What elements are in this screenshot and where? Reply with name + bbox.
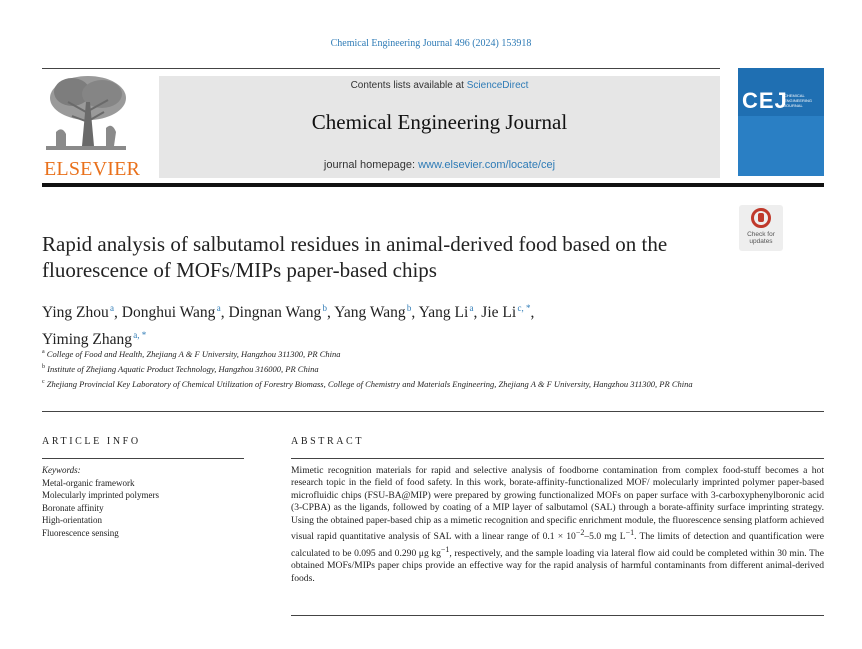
journal-title: Chemical Engineering Journal — [311, 110, 568, 134]
abstract-exponent: −2 — [575, 528, 585, 538]
affiliation-item — [42, 361, 732, 376]
author-affil-sup[interactable]: a — [469, 303, 474, 313]
homepage-link[interactable]: www.elsevier.com/locate/cej — [418, 159, 556, 171]
crossmark-icon — [751, 208, 771, 228]
journal-cover-image[interactable] — [738, 68, 824, 176]
affiliation-text: Institute of Zhejiang Aquatic Product Technology, Hangzhou 316000, PR China — [47, 364, 319, 374]
abstract-part: Mimetic recognition materials for rapid and selective analysis of foodborne contamination from complex food-stuff becomes a hot research topic in the field of food safety. In this work, borate-affinity-functionalized MOF/ molecularly imprinted polymer paper-based microfluidic chips (FSU-BA@MIP) were prepared by growing functionalized MOFs on paper surface with 3-carboxyphenylboronic acid (3-CPBA) as the ligands, followed by coating of a MIP layer of salbutamol (SAL) through a borate-affinity surface imprinting strategy. Using the obtained paper-based chip as a mimetic recognition and specific enrichment module, the fluorescence sensing platform achieved visual rapid quantitative analysis of SAL with a linear range of 0.1 × 10 — [291, 465, 824, 543]
header-bottom-rule — [42, 183, 824, 187]
elsevier-tree-icon — [42, 72, 130, 154]
keyword-item: Molecularly imprinted polymers — [42, 490, 159, 501]
keyword-item: High-orientation — [42, 515, 102, 526]
homepage-prefix: journal homepage: — [323, 159, 419, 171]
affiliation-item — [42, 376, 732, 391]
author-affil-sup[interactable]: c, * — [517, 303, 531, 313]
keyword-item: Fluorescence sensing — [42, 527, 119, 538]
journal-homepage-line — [159, 159, 720, 171]
cover-stripe — [738, 116, 824, 176]
abstract-part: –5.0 mg L — [584, 531, 626, 543]
author-name[interactable]: Donghui Wang — [121, 304, 216, 321]
affiliation-sup: a — [42, 349, 45, 355]
author-name[interactable]: Yang Wang — [334, 304, 406, 321]
affiliation-sup: b — [42, 364, 45, 370]
header-top-rule — [42, 68, 720, 69]
abstract-exponent: −1 — [440, 544, 450, 554]
contents-line — [159, 80, 720, 91]
abstract-part: , respectively, and the sample loading via lateral flow aid could be completed within 30 min. The obtained MOFs/MIPs paper chips provide an effective way for the rapid analysis of harmful contaminants from different animal-derived foods. — [291, 547, 824, 584]
affiliation-list — [42, 346, 732, 391]
journal-citation[interactable]: Chemical Engineering Journal 496 (2024) 153918 — [330, 38, 532, 49]
author-affil-sup[interactable]: a — [110, 303, 115, 313]
author-affil-sup[interactable]: b — [406, 303, 412, 313]
section-divider — [42, 411, 824, 412]
author-name[interactable]: Yiming Zhang — [42, 331, 132, 348]
check-updates-label: Check for updates — [747, 231, 775, 245]
author-name[interactable]: Dingnan Wang — [228, 304, 322, 321]
abstract-bottom-rule — [291, 615, 824, 616]
abstract-heading: ABSTRACT — [291, 436, 365, 447]
article-info-heading: ARTICLE INFO — [42, 436, 141, 447]
author-name[interactable]: Yang Li — [418, 304, 469, 321]
cover-subtitle: CHEMICAL ENGINEERING JOURNAL — [784, 93, 813, 108]
author-affil-sup[interactable]: b — [322, 303, 328, 313]
article-info-rule — [42, 458, 244, 459]
cover-abbrev: CEJ — [742, 88, 788, 113]
author-name[interactable]: Ying Zhou — [42, 304, 109, 321]
abstract-part: . The limits of detection and quantification were calculated to be 0.095 and 0.290 μg kg — [291, 531, 824, 559]
abstract-text — [291, 465, 824, 585]
article-title: Rapid analysis of salbutamol residues in animal-derived food based on the fluorescence of MOFs/MIPs paper-based chips — [42, 232, 668, 282]
keywords-block — [42, 464, 242, 540]
elsevier-wordmark: ELSEVIER — [44, 158, 141, 180]
author-name[interactable]: Jie Li — [481, 304, 517, 321]
keywords-label: Keywords: — [42, 465, 81, 475]
check-for-updates-button[interactable] — [739, 205, 783, 251]
abstract-exponent: −1 — [625, 528, 635, 538]
affiliation-text: College of Food and Health, Zhejiang A & F University, Hangzhou 311300, PR China — [46, 349, 341, 359]
author-list: Ying Zhou $^a$, Donghui Wang $^a$, Dingnan Wang $^b$, Yang Wang $^b$, Yang Li $^a$, Jie Li $^{c, *}$, Yiming Zhang $^{a, *}$ — [42, 303, 535, 348]
affiliation-sup: c — [42, 379, 45, 385]
affiliation-item — [42, 346, 732, 361]
abstract-rule — [291, 458, 824, 459]
keyword-item: Metal-organic framework — [42, 477, 135, 488]
affiliation-text: Zhejiang Provincial Key Laboratory of Chemical Utilization of Forestry Biomass, College of Chemistry and Materials Engineering, Zhejiang A & F University, Hangzhou 311300, PR China — [46, 379, 693, 389]
contents-prefix: Contents lists available at — [350, 80, 467, 91]
sciencedirect-link[interactable]: ScienceDirect — [466, 80, 529, 91]
keyword-item: Boronate affinity — [42, 502, 104, 513]
author-affil-sup[interactable]: a, * — [133, 330, 147, 340]
author-affil-sup[interactable]: a — [216, 303, 221, 313]
